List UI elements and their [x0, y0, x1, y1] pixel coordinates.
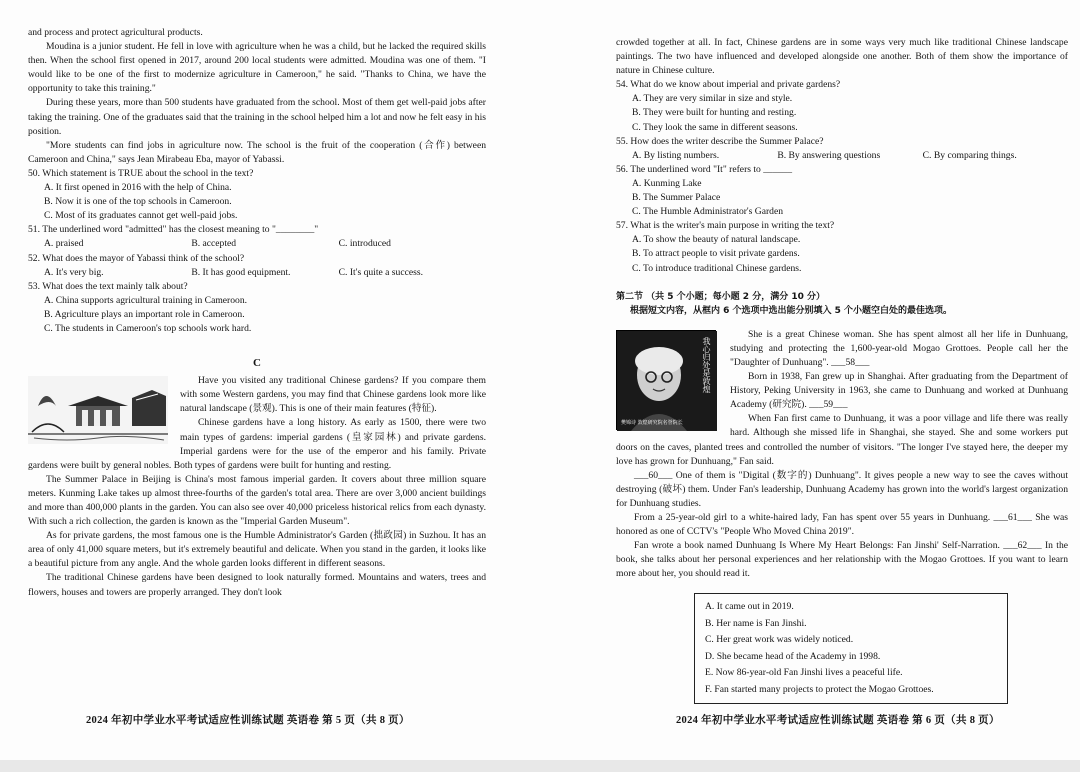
q56-option-a: A. Kunming Lake — [632, 177, 702, 189]
question-55: 55. How does the writer describe the Summer Palace? — [616, 135, 824, 147]
page-5-footer: 2024 年初中学业水平考试适应性训练试题 英语卷 第 5 页（共 8 页） — [86, 715, 410, 726]
q53-option-c: C. The students in Cameroon's top schools work hard. — [44, 322, 252, 334]
passage-c-paragraph-1: Have you visited any traditional Chinese gardens? If you compare them with some Western gardens, you may find that Chinese gardens look more like natural landscape (景观). This is one of their main features (特征). — [180, 375, 486, 415]
section-c-heading: C — [253, 357, 261, 370]
question-50: 50. Which statement is TRUE about the school in the text? — [28, 167, 254, 179]
q55-options — [616, 149, 1068, 163]
q57-option-b: B. To attract people to visit private gardens. — [632, 248, 800, 260]
box-option-a: A. It came out in 2019. — [705, 601, 794, 613]
q53-option-a: A. China supports agricultural training in Cameroon. — [44, 294, 248, 306]
q50-option-b: B. Now it is one of the top schools in Cameroon. — [44, 196, 232, 208]
passage-d-paragraph-3: When Fan first came to Dunhuang, it was a poor village and life there was really hard. Although she missed life in Shanghai, she stayed. She and some workers put doors on the caves, planted trees and controlled the number of visitors. "The longer I've stayed here, the deeper my love has grown for Dunhuang," Fan said. — [616, 413, 1068, 467]
q56-option-c: C. The Humble Administrator's Garden — [632, 206, 784, 218]
q53-option-b: B. Agriculture plays an important role in Cameroon. — [44, 308, 245, 320]
page-6-footer: 2024 年初中学业水平考试适应性训练试题 英语卷 第 6 页（共 8 页） — [676, 715, 1000, 726]
section-2-instructions: 根据短文内容，从框内 6 个选项中选出能分别填入 5 个小题空白处的最佳选项。 — [630, 305, 953, 316]
q54-option-b: B. They were built for hunting and resting. — [632, 107, 797, 119]
passage-b-paragraph-3: "More students can find jobs in agriculture now. The school is the fruit of the cooperation (合作) between Cameroon and China," says Jean Mirabeau Eba, mayor of Yabassi. — [28, 139, 486, 165]
question-52: 52. What does the mayor of Yabassi think of the school? — [28, 252, 245, 264]
left-top-line: and process and protect agricultural products. — [28, 27, 203, 38]
question-51: 51. The underlined word "admitted" has the closest meaning to "________" — [28, 224, 319, 236]
passage-c-paragraph-5: The traditional Chinese gardens have been designed to look naturally formed. Mountains and waters, trees and flowers, houses and towers are properly arranged. They don't look — [28, 572, 486, 598]
q57-option-a: A. To show the beauty of natural landscape. — [632, 234, 801, 246]
q54-option-a: A. They are very similar in size and style. — [632, 93, 793, 105]
question-56: 56. The underlined word "It" refers to ______ — [616, 163, 793, 175]
left-column — [28, 26, 486, 600]
q51-option-c: C. introduced — [338, 238, 391, 250]
q54-option-c: C. They look the same in different seasons. — [632, 121, 798, 133]
question-53: 53. What does the text mainly talk about? — [28, 280, 188, 292]
passage-c-paragraph-3: The Summer Palace in Beijing is China's most famous imperial garden. It covers about three million square meters. Kunming Lake takes up almost three-fourths of the garden's total area. There are over 3,000 ancient buildings and more than 400,000 plants in the garden. You can also see over 40,000 priceless historical relics from each dynasty. With such a rich collection, the garden is known as the "Imperial Garden Museum". — [28, 473, 486, 528]
passage-d-paragraph-2: Born in 1938, Fan grew up in Shanghai. After graduating from the Department of History, Peking University in 1963, she came to Dunhuang and worked at Dunhuang Academy (研究院). ___59___ — [730, 371, 1068, 411]
q52-option-c: C. It's quite a success. — [338, 266, 423, 278]
photo-note: 樊锦诗 敦煌研究院名誉院长 — [621, 419, 683, 426]
box-option-f: F. Fan started many projects to protect the Mogao Grottoes. — [705, 683, 934, 695]
scan-bottom-edge — [0, 760, 1080, 772]
q52-option-b: B. It has good equipment. — [191, 266, 291, 278]
section-2-heading: 第二节 （共 5 个小题；每小题 2 分，满分 10 分） — [616, 291, 825, 302]
options-box — [694, 593, 1008, 703]
q55-option-a: A. By listing numbers. — [632, 149, 720, 161]
photo-caption: 我心归处是敦煌 — [702, 336, 711, 393]
q52-option-a: A. It's very big. — [44, 266, 104, 278]
passage-c-paragraph-2: Chinese gardens have a long history. As early as 1500, there were two main types of gardens: imperial gardens (皇家园林) and private gardens. Imperial gardens were for the use of the emperor and his family. Private gardens were built by general nobles. Both types of gardens were built for hunting and resting. — [28, 417, 486, 471]
q51-option-b: B. accepted — [191, 238, 237, 250]
q52-options — [28, 266, 486, 280]
passage-b-paragraph-2: During these years, more than 500 students have graduated from the school. Most of them get well-paid jobs after taking the training. One of the graduates said that the training in the school helped him a lot and now he felt easy in his position. — [28, 97, 486, 137]
question-54: 54. What do we know about imperial and private gardens? — [616, 79, 841, 91]
garden-illustration — [28, 376, 168, 444]
passage-c-paragraph-4: As for private gardens, the most famous one is the Humble Administrator's Garden (拙政园) in Suzhou. It has an area of only 41,000 square meters, but it's extremely beautiful and delicate. When you stand in the garden, it looks like a beautiful picture from any angle. And the whole garden looks different in different seasons. — [28, 530, 486, 570]
passage-d-paragraph-4: ___60___ One of them is "Digital (数字的) Dunhuang". It gives people a new way to see the caves without destroying (破坏) them. Under Fan's leadership, Dunhuang Academy has grown into the world's largest organization for Dunhuang studies. — [616, 469, 1068, 509]
q55-option-b: B. By answering questions — [777, 149, 881, 161]
box-option-c: C. Her great work was widely noticed. — [705, 634, 854, 646]
q51-option-a: A. praised — [44, 238, 84, 250]
passage-b-paragraph-1: Moudina is a junior student. He fell in love with agriculture when he was a child, but he lacked the required skills then. When the school first opened in 2017, around 200 local students were admitted. Moudina was one of them. "I would like to be one of the first to modernize agriculture in Cameroon," he said. "Thanks to China, we have the opportunity to take this training." — [28, 41, 486, 95]
q57-option-c: C. To introduce traditional Chinese gardens. — [632, 262, 802, 274]
q56-option-b: B. The Summer Palace — [632, 192, 721, 204]
box-option-e: E. Now 86-year-old Fan Jinshi lives a peaceful life. — [705, 667, 903, 679]
passage-c-continued: crowded together at all. In fact, Chinese gardens are in some ways very much like traditional Chinese landscape paintings. The two have influenced and developed alongside one another. Both of them show the importance of nature in Chinese culture. — [616, 37, 1068, 77]
q50-option-a: A. It first opened in 2016 with the help of China. — [44, 182, 232, 194]
question-57: 57. What is the writer's main purpose in writing the text? — [616, 220, 835, 232]
passage-d-paragraph-5: From a 25-year-old girl to a white-haired lady, Fan has spent over 55 years in Dunhuang. ___61___ She was honored as one of CCTV's "People Who Moved China 2019". — [616, 512, 1068, 538]
q50-option-c: C. Most of its graduates cannot get well-paid jobs. — [44, 210, 238, 222]
passage-d-paragraph-6: Fan wrote a book named Dunhuang Is Where My Heart Belongs: Fan Jinshi' Self-Narration. ___62___ In the book, she talks about her personal experiences and her relationship with the Mogao Grottoes. If you want to learn more about her, you should read it. — [616, 540, 1068, 580]
fan-jinshi-photo — [616, 330, 716, 430]
q51-options — [28, 237, 486, 251]
passage-d-paragraph-1: She is a great Chinese woman. She has spent almost all her life in Dunhuang, studying and protecting the 1,600-year-old Mogao Grottoes. People call her the "Daughter of Dunhuang". ___58___ — [730, 328, 1068, 368]
box-option-d: D. She became head of the Academy in 1998. — [705, 650, 881, 662]
q55-option-c: C. By comparing things. — [922, 149, 1017, 161]
right-column — [616, 36, 1068, 704]
box-option-b: B. Her name is Fan Jinshi. — [705, 617, 807, 629]
